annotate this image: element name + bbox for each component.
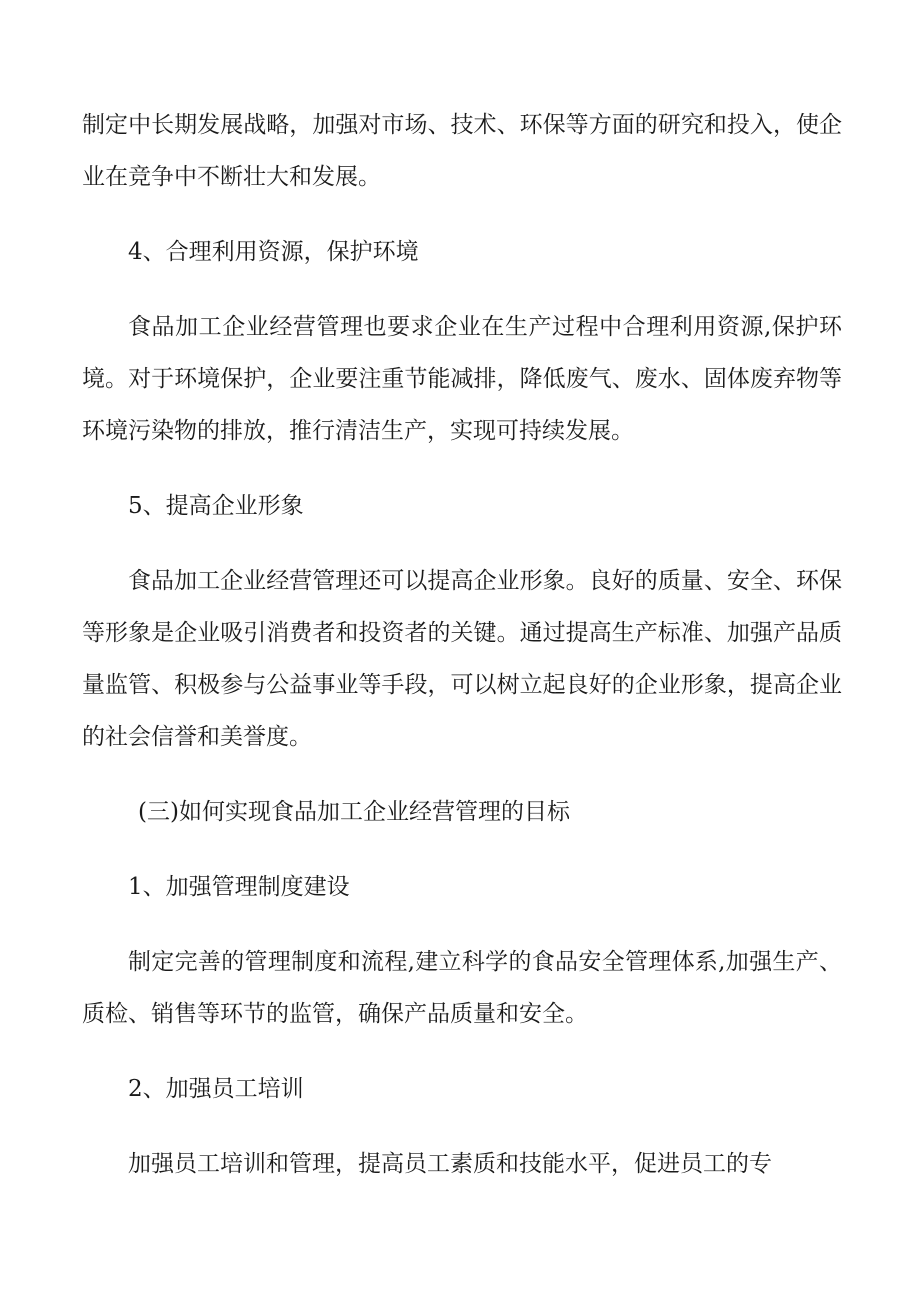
- paragraph-management-system: 制定完善的管理制度和流程,建立科学的食品安全管理体系,加强生产、质检、销售等环节的监管，确保产品质量和安全。: [82, 949, 842, 1027]
- document-body: [82, 99, 842, 1213]
- section-heading-4: 4、合理利用资源，保护环境: [128, 239, 419, 265]
- section-heading-2: 2、加强员工培训: [128, 1076, 304, 1102]
- paragraph-environment: 食品加工企业经营管理也要求企业在生产过程中合理利用资源,保护环境。对于环境保护，企业要注重节能减排，降低废气、废水、固体废弃物等环境污染物的排放，推行清洁生产，实现可持续发展。: [82, 314, 842, 444]
- section-heading-1: 1、加强管理制度建设: [128, 874, 350, 900]
- paragraph-image: 食品加工企业经营管理还可以提高企业形象。良好的质量、安全、环保等形象是企业吸引消费者和投资者的关键。通过提高生产标准、加强产品质量监管、积极参与公益事业等手段，可以树立起良好的企业形象，提高企业的社会信誉和美誉度。: [82, 568, 842, 750]
- paragraph-training: 加强员工培训和管理，提高员工素质和技能水平，促进员工的专: [128, 1151, 772, 1177]
- chapter-heading-3: (三)如何实现食品加工企业经营管理的目标: [138, 799, 570, 825]
- section-heading-5: 5、提高企业形象: [128, 493, 304, 519]
- paragraph-continued: 制定中长期发展战略，加强对市场、技术、环保等方面的研究和投入，使企业在竞争中不断壮大和发展。: [82, 112, 842, 190]
